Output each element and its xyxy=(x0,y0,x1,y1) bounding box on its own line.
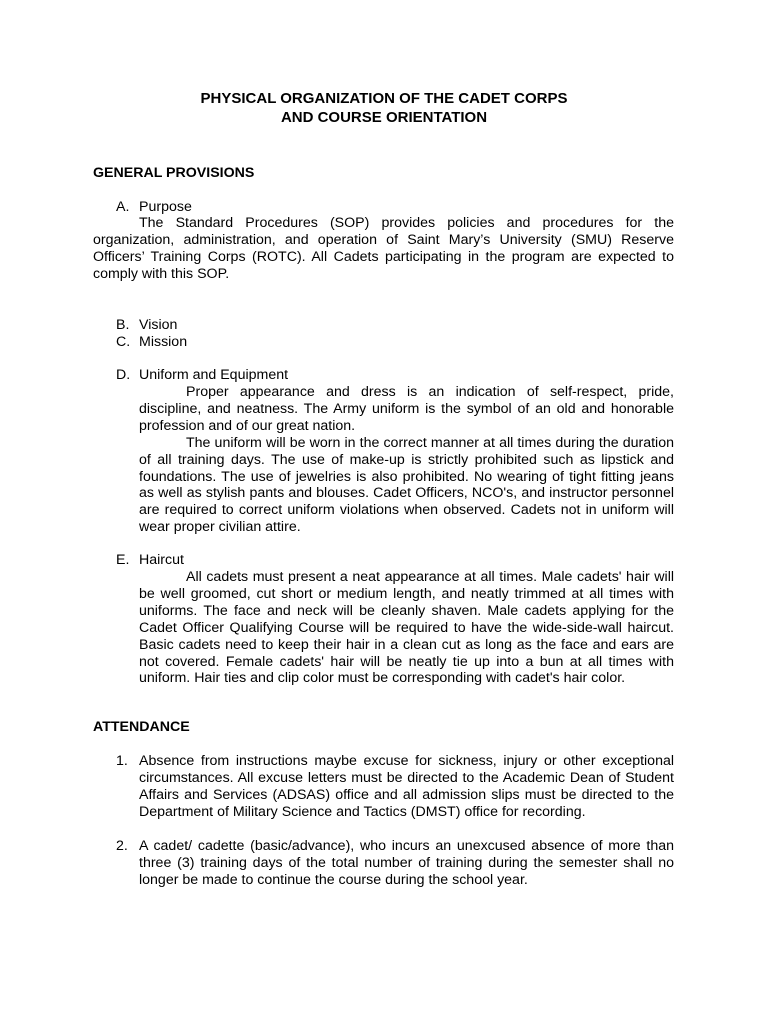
subsection-marker: A. xyxy=(116,199,130,215)
subsection-marker: E. xyxy=(116,552,130,568)
subsection-marker: D. xyxy=(116,367,131,383)
document-title-line-2: AND COURSE ORIENTATION xyxy=(280,109,488,126)
subsection-uniform-title xyxy=(116,367,288,384)
uniform-paragraph-2: The uniform will be worn in the correct manner at all times during the duration of all training days. The use of make-up is strictly prohibited such as lipstick and foundations. The use of jewelries is also prohibited. No wearing of tight fitting jeans as well as stylish pants and blouses. Cadet Officers, NCO's, and instructor personnel are required to correct uniform violations when observed. Cadets not in uniform will wear proper civilian attire. xyxy=(139,434,674,536)
subsection-label: Mission xyxy=(139,334,188,350)
subsection-label: Uniform and Equipment xyxy=(139,367,289,383)
document-title-line-1: PHYSICAL ORGANIZATION OF THE CADET CORPS xyxy=(200,90,568,107)
purpose-paragraph: The Standard Procedures (SOP) provides policies and procedures for the organization, administration, and operation of Saint Mary’s University (SMU) Reserve Officers’ Training Corps (ROTC). All Cadets participating in the program are expected to comply with this SOP. xyxy=(93,215,674,282)
subsection-label: Vision xyxy=(139,317,178,333)
subsection-marker: C. xyxy=(116,334,131,350)
subsection-label: Purpose xyxy=(139,199,192,215)
subsection-marker: B. xyxy=(116,317,130,333)
list-marker: 2. xyxy=(116,838,128,854)
subsection-purpose-title xyxy=(116,199,192,216)
attendance-item-text: Absence from instructions maybe excuse for sickness, injury or other exceptional circumstances. All excuse letters must be directed to the Academic Dean of Student Affairs and Services (ADSAS) office and all admission slips must be directed to the Department of Military Science and Tactics (DMST) office for recording. xyxy=(139,753,674,820)
haircut-paragraph: All cadets must present a neat appearance at all times. Male cadets' hair will be well groomed, cut short or medium length, and neatly trimmed at all times with uniforms. The face and neck will be cleanly shaven. Male cadets applying for the Cadet Officer Qualifying Course will be required to have the wide-side-wall haircut. Basic cadets need to keep their hair in a clean cut as long as the face and ears are not covered. Female cadets' hair will be neatly tie up into a bun at all times with uniform. Hair ties and clip color must be corresponding with cadet's hair color. xyxy=(139,569,674,687)
attendance-item-text: A cadet/ cadette (basic/advance), who incurs an unexcused absence of more than three (3) training days of the total number of training during the semester shall no longer be made to continue the course during the school year. xyxy=(139,838,674,888)
subsection-label: Haircut xyxy=(139,552,184,568)
uniform-paragraph-1: Proper appearance and dress is an indication of self-respect, pride, discipline, and neatness. The Army uniform is the symbol of an old and honorable profession and of our great nation. xyxy=(139,384,674,434)
list-marker: 1. xyxy=(116,753,128,769)
subsection-haircut-title xyxy=(116,552,184,569)
purpose-body xyxy=(93,215,674,283)
subsection-vision-title xyxy=(116,317,177,334)
haircut-body xyxy=(139,569,674,687)
uniform-body xyxy=(139,384,674,536)
subsection-mission-title xyxy=(116,334,187,351)
section-heading-general-provisions: GENERAL PROVISIONS xyxy=(93,165,255,181)
section-heading-attendance: ATTENDANCE xyxy=(93,719,190,735)
